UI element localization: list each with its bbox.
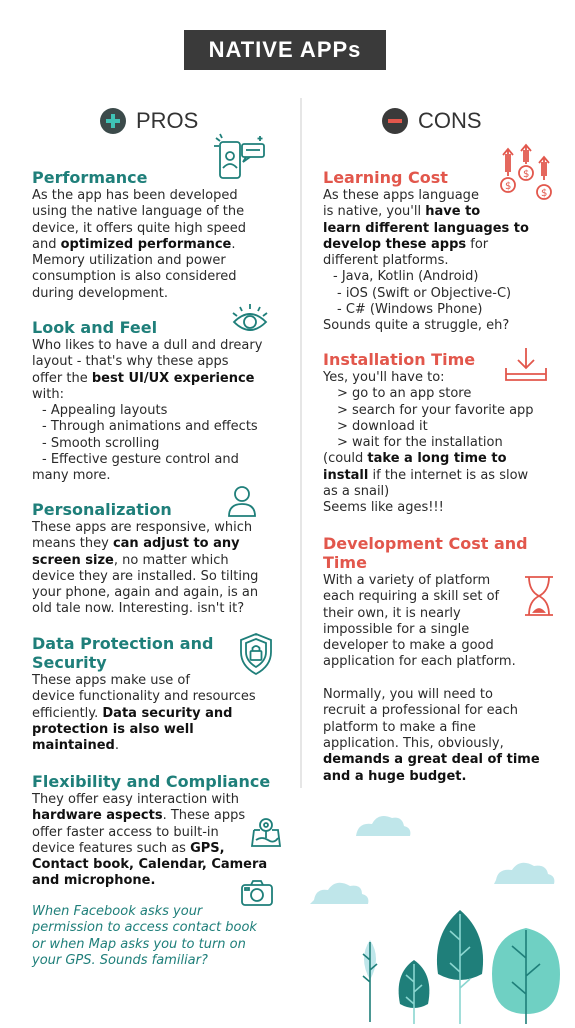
svg-text:$: $ [505, 181, 512, 192]
performance-title: Performance [32, 168, 148, 187]
development-cost-section [323, 534, 573, 785]
svg-text:$: $ [541, 188, 548, 199]
learning-cost-title: Learning Cost [323, 168, 448, 187]
pros-heading-label: PROS [136, 108, 199, 133]
phone-chat-icon [212, 132, 270, 186]
development-cost-text: With a variety of platform each requiring a skill set of their own, it is nearly impossible for a single developer to make a good application for each platform. Normally, you will need to recruit a professional for each platform to make a fine application. This, obviously, demands a great deal of time and a huge budget. [323, 573, 540, 784]
personalization-title: Personalization [32, 500, 172, 519]
plus-icon [100, 108, 126, 134]
data-protection-text: These apps make use of device functionality and resources efficiently. Data security and protection is also well maintained. [32, 673, 256, 754]
development-cost-title: Development Cost and Time [323, 534, 528, 572]
tree-icon [399, 960, 430, 1024]
quote-section [32, 904, 302, 969]
cons-heading [382, 108, 482, 134]
flexibility-text: They offer easy interaction with hardware aspects. These apps offer faster access to built-in device features such as GPS, Contact book, Calendar, Camera and microphone. [32, 792, 268, 889]
installation-time-text: Yes, you'll have to: > go to an app store > search for your favorite app > download it > wait for the installation (could take a long time to install if the internet is as slow as a snail) Seems like ages!!! [323, 370, 534, 516]
tree-icon [492, 928, 560, 1024]
cloud-icon [494, 863, 554, 884]
performance-text: As the app has been developed using the native language of the device, it offers quite high speed and optimized performance. Memory utilization and power consumption is also considered during development. [32, 188, 247, 301]
personalization-text: These apps are responsive, which means they can adjust to any screen size, no matter which device they are installed. So tilting your phone, again and again, is an old tale now. Interesting. isn't it? [32, 520, 259, 617]
tree-icon [363, 940, 377, 1022]
installation-time-title: Installation Time [323, 350, 476, 369]
download-icon [504, 346, 548, 390]
cloud-icon [310, 883, 368, 904]
look-and-feel-section [32, 318, 302, 485]
decorative-illustration [300, 800, 575, 1024]
look-and-feel-title: Look and Feel [32, 318, 158, 337]
page-title [184, 30, 386, 70]
svg-text:$: $ [523, 169, 530, 180]
eye-icon [230, 302, 270, 340]
rising-cost-icon [498, 142, 558, 208]
hourglass-icon [522, 574, 556, 622]
personalization-section [32, 500, 302, 618]
page-title-text: NATIVE APPs [208, 37, 362, 62]
cons-heading-label: CONS [418, 108, 482, 133]
look-and-feel-text: Who likes to have a dull and dreary layout - that's why these apps offer the best UI/UX experience with: - Appealing layouts - Through animations and effects - Smooth scrolling - Effective gesture control and many more. [32, 338, 263, 484]
tree-icon [437, 910, 483, 1024]
cloud-icon [352, 816, 410, 836]
data-protection-title: Data Protection and Security [32, 634, 214, 672]
performance-section [32, 168, 302, 302]
user-icon [226, 484, 258, 522]
shield-lock-icon [238, 632, 274, 680]
learning-cost-text: As these apps language is native, you'll have to learn different languages to develop these apps for different platforms. - Java, Kotlin (Android) - iOS (Swift or Objective-C) - C# (Windows Phone) Sounds quite a struggle, eh? [323, 188, 529, 334]
flexibility-title: Flexibility and Compliance [32, 772, 271, 791]
map-pin-icon [250, 816, 282, 852]
minus-icon [382, 108, 408, 134]
pros-heading [100, 108, 198, 134]
quote-text: When Facebook asks your permission to access contact book or when Map asks you to turn on your GPS. Sounds familiar? [32, 904, 257, 968]
